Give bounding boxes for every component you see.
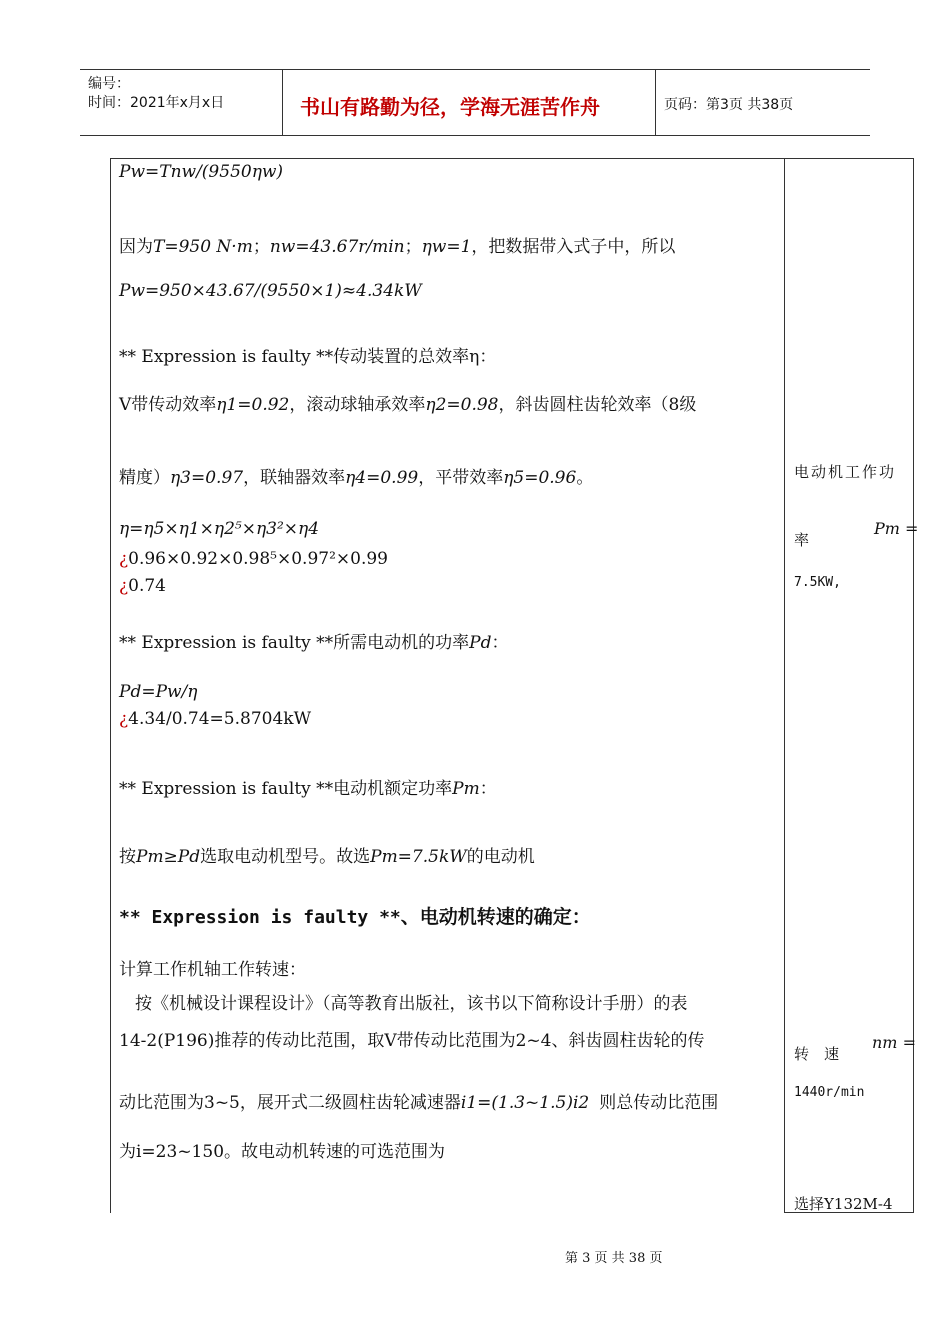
calc-speed-intro: 计算工作机轴工作转速： <box>119 960 306 980</box>
header-time: 时间：2021年x月x日 <box>88 95 225 111</box>
formula-eta4: η4=0.99 <box>345 468 419 488</box>
formula-total-eta-calc <box>119 549 388 569</box>
sidebar-power-value: 7.5KW, <box>794 575 841 590</box>
formula-pw-result: Pw=950×43.67/(9550×1)≈4.34kW <box>119 281 422 301</box>
sidebar-speed-label: 转 速 <box>794 1045 840 1063</box>
formula-remainder: 4.34/0.74=5.8704kW <box>128 709 312 729</box>
formula-pm-ge-pd: Pm≥Pd <box>136 847 201 867</box>
formula-remainder: 0.96×0.92×0.98⁵×0.97²×0.99 <box>128 549 388 569</box>
sidebar-pm-symbol: Pm = <box>874 519 919 538</box>
formula-pd: Pd=Pw/η <box>119 682 198 702</box>
efficiency-heading: ** Expression is faulty **传动装置的总效率η： <box>119 347 497 367</box>
formula-pm-symbol: Pm <box>452 779 480 799</box>
formula-total-eta-result <box>119 576 166 596</box>
inverted-question-glyph: ¿ <box>119 709 129 729</box>
motor-selection-line <box>119 842 535 867</box>
text-ratio-range: 动比范围为3~5，展开式二级圆柱齿轮减速器 <box>119 1093 461 1113</box>
text-substitute: ，把数据带入式子中，所以 <box>471 237 676 257</box>
formula-pw: Pw=Tnw/(9550ηw) <box>119 162 284 182</box>
paragraph-line-2: 14-2(P196)推荐的传动比范围，取V带传动比范围为2~4、斜齿圆柱齿轮的传 <box>119 1031 705 1051</box>
separator-1: ； <box>252 237 270 257</box>
rated-power-label: ** Expression is faulty **电动机额定功率 <box>119 779 453 799</box>
header-divider-2 <box>655 69 656 136</box>
table-column-divider <box>784 158 785 1213</box>
rated-power-heading <box>119 774 497 799</box>
paragraph-line-3 <box>119 1088 718 1113</box>
text-flatbelt-eff: ，平带效率 <box>418 468 504 488</box>
header-top-rule <box>80 69 870 70</box>
header-bottom-rule <box>80 135 870 136</box>
efficiency-line-1 <box>119 390 696 415</box>
text-total-ratio: 则总传动比范围 <box>599 1093 719 1113</box>
inverted-question-glyph: ¿ <box>119 549 129 569</box>
section-heading-speed <box>119 902 591 929</box>
formula-eta2: η2=0.98 <box>425 395 499 415</box>
separator-2: ； <box>404 237 422 257</box>
header-divider-1 <box>282 69 283 136</box>
table-right-border <box>913 158 914 1213</box>
given-values-line <box>119 232 675 257</box>
text-select-model: 选取电动机型号。故选 <box>200 847 371 867</box>
header-page-info: 页码：第3页 共38页 <box>664 97 794 113</box>
text-motor: 的电动机 <box>466 847 535 867</box>
formula-total-eta: η=η5×η1×η2⁵×η3²×η4 <box>119 519 320 539</box>
formula-eta3: η3=0.97 <box>170 468 244 488</box>
formula-pd-symbol: Pd <box>469 633 492 653</box>
formula-eta1: η1=0.92 <box>216 395 290 415</box>
text-because: 因为 <box>119 237 153 257</box>
heading-speed-title: 、电动机转速的确定： <box>400 906 591 928</box>
text-vbelt-eff: V带传动效率 <box>119 395 217 415</box>
paragraph-line-4: 为i=23~150。故电动机转速的可选范围为 <box>119 1142 446 1162</box>
formula-eta5: η5=0.96 <box>503 468 577 488</box>
text-according: 按 <box>119 847 136 867</box>
table-left-border <box>110 158 111 1213</box>
rated-power-colon: ： <box>479 779 497 799</box>
text-coupling-eff: ，联轴器效率 <box>243 468 346 488</box>
sidebar-nm-symbol: nm = <box>872 1033 916 1052</box>
formula-pm-value: Pm=7.5kW <box>370 847 467 867</box>
inverted-question-glyph: ¿ <box>119 576 129 596</box>
required-power-colon: ： <box>491 633 509 653</box>
sidebar-power-label: 电动机工作功 <box>794 463 897 481</box>
required-power-heading <box>119 628 509 653</box>
sidebar-speed-value: 1440r/min <box>794 1085 865 1100</box>
header-motto: 书山有路勤为径，学海无涯苦作舟 <box>300 95 600 119</box>
heading-faulty-expr: ** Expression is faulty ** <box>119 907 401 928</box>
text-precision: 精度） <box>119 468 170 488</box>
formula-i1-i2: i1=(1.3~1.5)i2 <box>460 1093 590 1113</box>
text-period: 。 <box>576 468 594 488</box>
formula-eta-w: ηw=1 <box>421 237 472 257</box>
efficiency-line-2 <box>119 463 593 488</box>
formula-torque: T=950 N·m <box>153 237 253 257</box>
paragraph-line-1: 按《机械设计课程设计》（高等教育出版社，该书以下简称设计手册）的表 <box>135 994 688 1014</box>
required-power-label: ** Expression is faulty **所需电动机的功率 <box>119 633 470 653</box>
sidebar-power-suffix: 率 <box>794 531 810 549</box>
page-footer: 第 3 页 共 38 页 <box>565 1251 663 1266</box>
formula-speed: nw=43.67r/min <box>269 237 405 257</box>
header-number-label: 编号： <box>88 76 130 92</box>
text-gear-eff: ，斜齿圆柱齿轮效率（8级 <box>498 395 697 415</box>
formula-pd-result <box>119 709 311 729</box>
table-top-rule <box>110 158 914 159</box>
sidebar-motor-choice: 选择Y132M-4 <box>794 1195 893 1213</box>
formula-remainder: 0.74 <box>128 576 166 596</box>
text-bearing-eff: ，滚动球轴承效率 <box>289 395 426 415</box>
